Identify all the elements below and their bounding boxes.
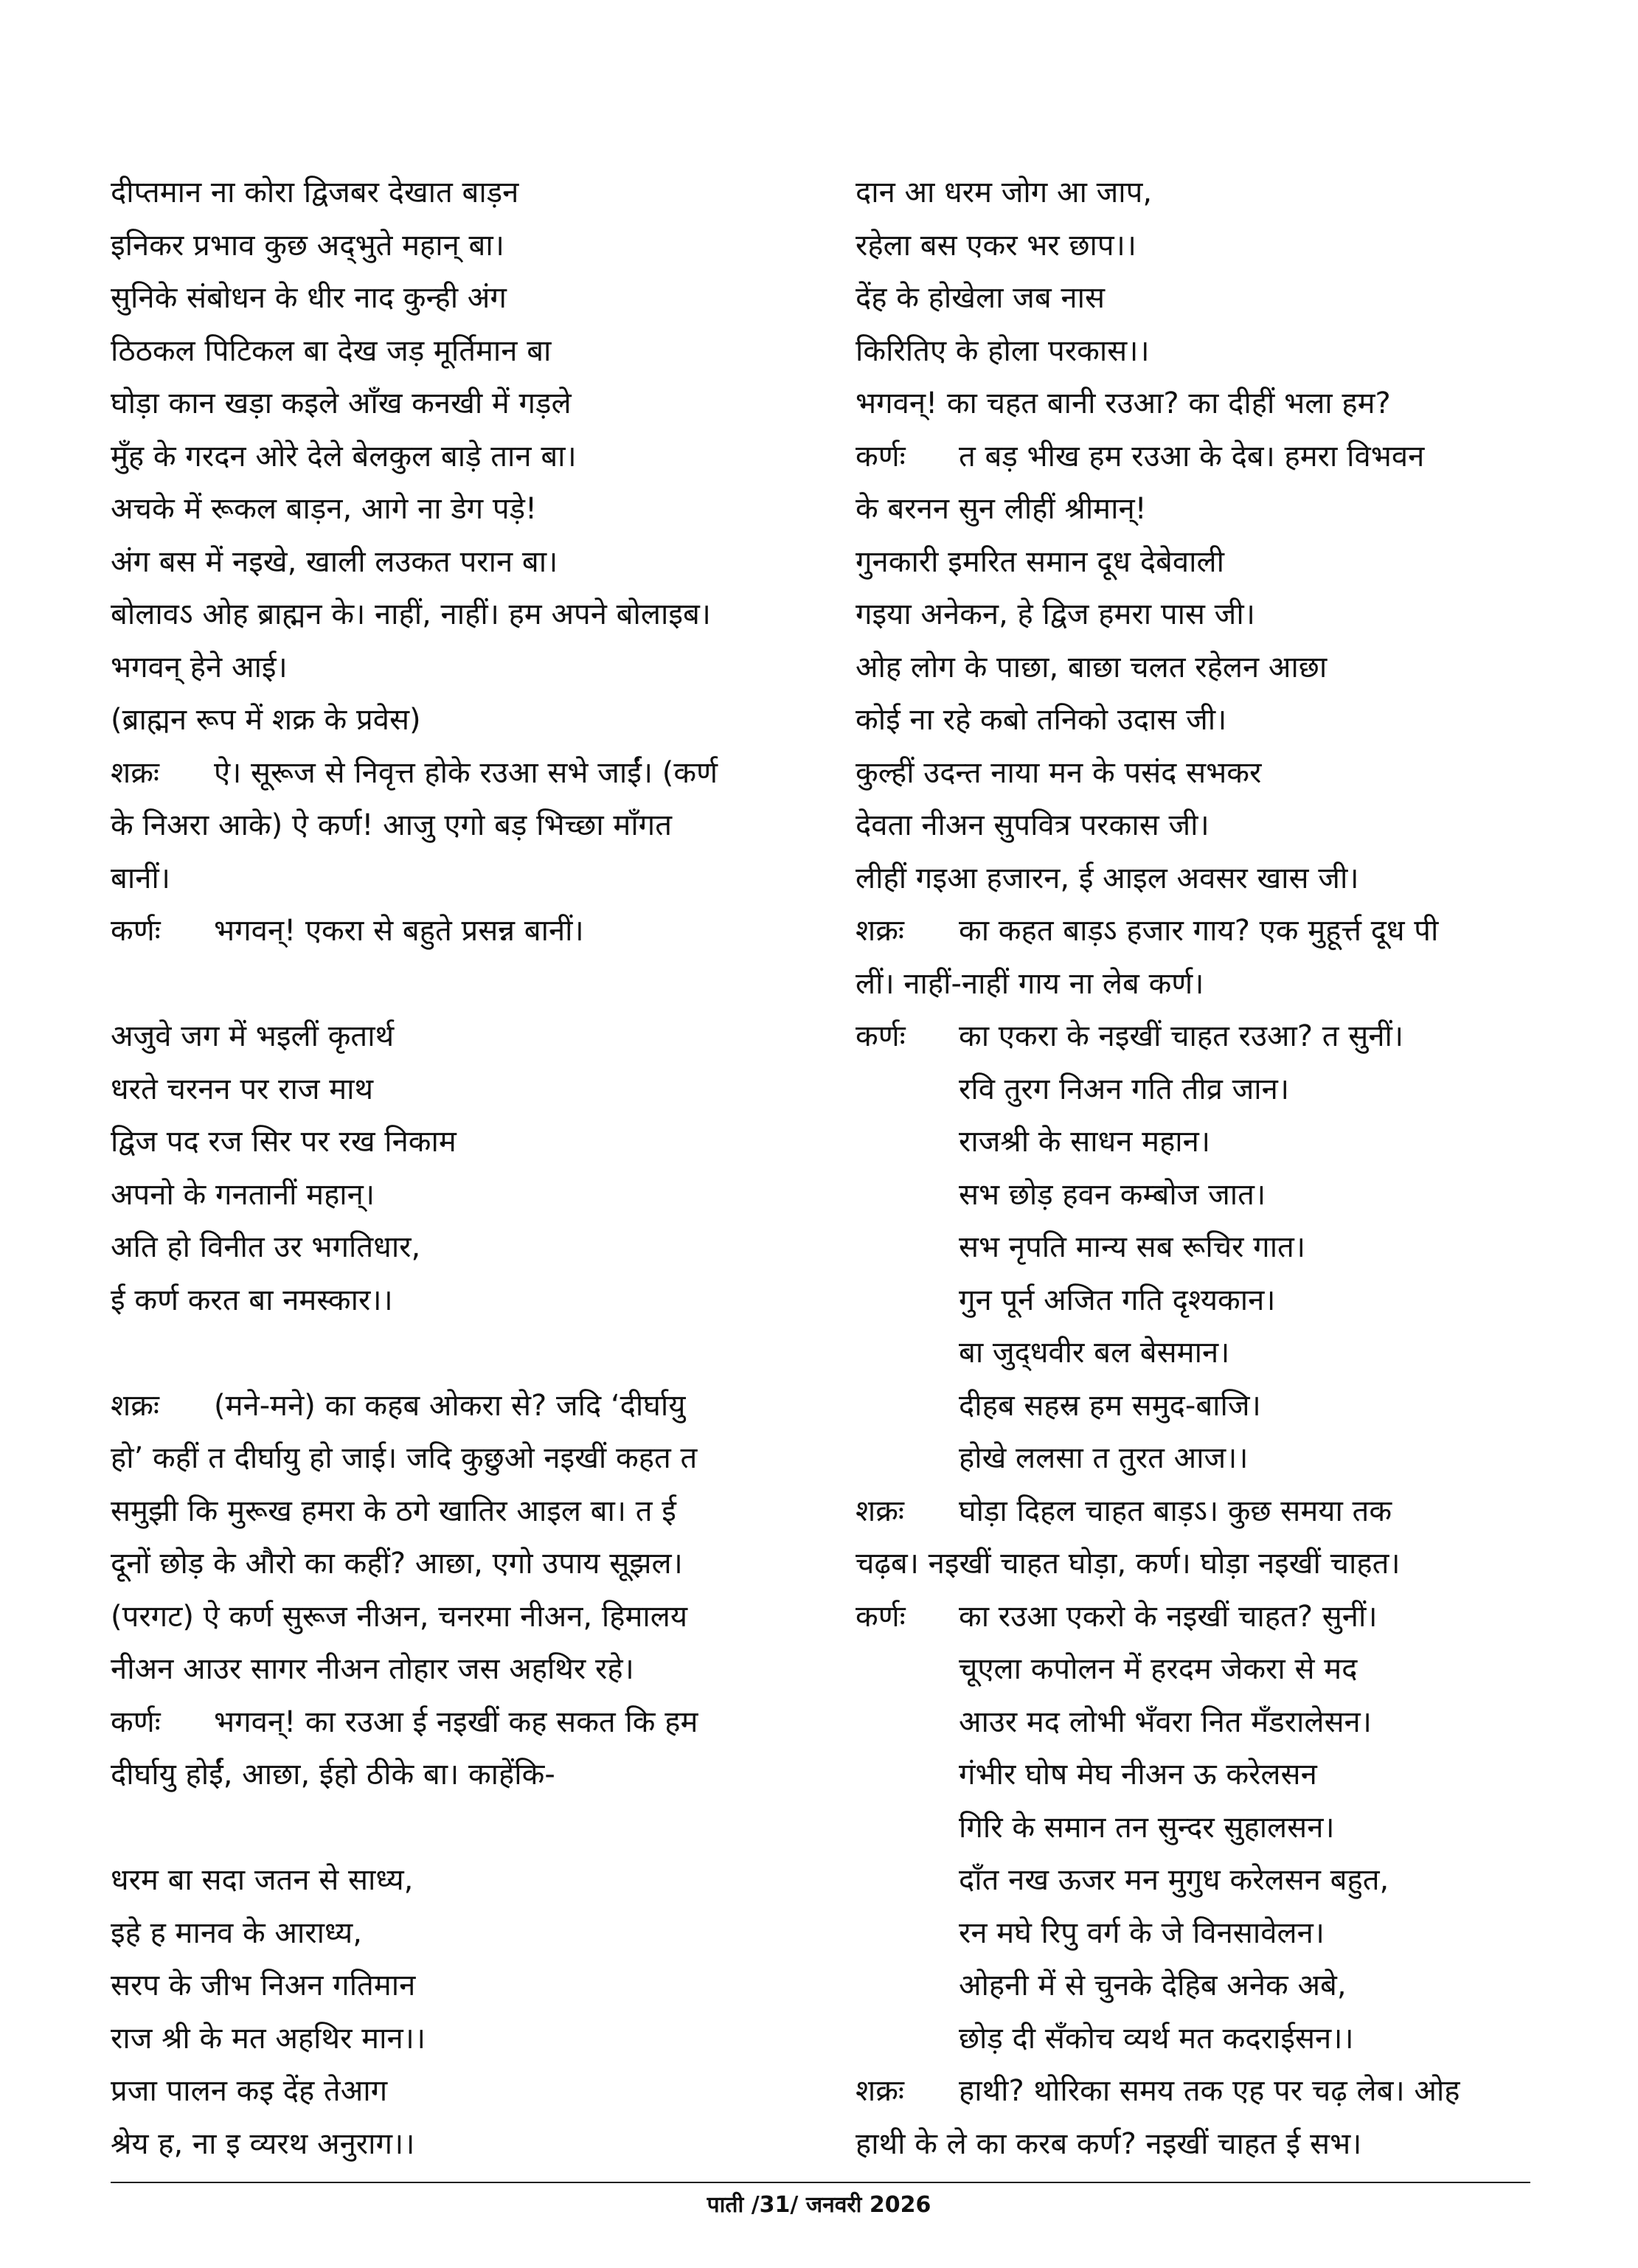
text-line: [111, 220, 797, 273]
line-text: दूनों छोड़ के औरो का कहीं? आछा, एगो उपाय सूझल।: [111, 1547, 683, 1581]
text-line: [111, 1485, 797, 1539]
line-text: मुँह के गरदन ओरे देले बेलकुल बाड़े तान बा।: [111, 439, 577, 474]
text-line: [856, 1064, 1534, 1117]
text-line: [111, 694, 797, 747]
right-column: [856, 167, 1534, 2171]
text-line: [856, 1643, 1534, 1696]
line-text: द्विज पद रज सिर पर रख निकाम: [111, 1125, 457, 1159]
line-text: चढ़ब। नइखीं चाहत घोड़ा, कर्ण। घोड़ा नइखीं चाहत।: [856, 1547, 1401, 1581]
text-line: [856, 431, 1534, 484]
line-text: दीप्तमान ना कोरा द्विजबर देखात बाड़न: [111, 176, 519, 209]
line-text: अंग बस में नइखे, खाली लउकत परान बा।: [111, 544, 558, 579]
text-line: [111, 642, 797, 695]
text-line: [856, 483, 1534, 536]
text-line: [111, 1380, 797, 1433]
text-line: [111, 325, 797, 378]
text-line: [856, 536, 1534, 589]
speaker-label: कर्णः: [856, 1599, 906, 1634]
line-text: इनिकर प्रभाव कुछ अद्‌भुते महान्‌ बा।: [111, 228, 504, 263]
text-line: [111, 1960, 797, 2013]
line-text: रवि तुरग निअन गति तीव्र जान।: [959, 1072, 1290, 1106]
line-text: (ब्राह्मन रूप में शक्र के प्रवेस): [111, 703, 421, 737]
text-line: [856, 1749, 1534, 1802]
text-line: [856, 642, 1534, 695]
text-line: [111, 1221, 797, 1275]
line-text: अति हो विनीत उर भगतिधार,: [111, 1230, 421, 1264]
line-text: हाथी के ले का करब कर्ण? नइखीं चाहत ई सभ।: [856, 2126, 1362, 2161]
text-line: [856, 1485, 1534, 1539]
text-line: [856, 905, 1534, 958]
line-text: राजश्री के साधन महान।: [959, 1125, 1211, 1159]
text-line: [856, 2013, 1534, 2066]
text-line: [111, 483, 797, 536]
text-line: [856, 1010, 1534, 1064]
line-text: नीअन आउर सागर नीअन तोहार जस अहथिर रहे।: [111, 1652, 634, 1686]
speaker-label: कर्णः: [111, 914, 161, 948]
line-text: समुझी कि मुरूख हमरा के ठगे खातिर आइल बा। त ई: [111, 1494, 676, 1528]
line-text: त बड़ भीख हम रउआ के देब। हमरा विभवन: [959, 439, 1425, 474]
text-line: [111, 536, 797, 589]
line-text: गुनकारी इमरित समान दूध देबेवाली: [856, 544, 1224, 579]
text-line: [111, 1116, 797, 1169]
text-line: [856, 1854, 1534, 1907]
line-text: चूएला कपोलन में हरदम जेकरा से मद: [959, 1652, 1358, 1686]
text-line: [856, 1380, 1534, 1433]
speaker-label: शक्रः: [856, 2074, 904, 2108]
text-line: [111, 431, 797, 484]
line-text: देवता नीअन सुपवित्र परकास जी।: [856, 808, 1210, 842]
text-line: [856, 220, 1534, 273]
text-line: [111, 1643, 797, 1696]
page-footer: पाती /31/ जनवरी 2026: [707, 2192, 931, 2218]
text-line: [111, 1538, 797, 1591]
text-line: [856, 694, 1534, 747]
text-line: [856, 1169, 1534, 1222]
line-text: ई कर्ण करत बा नमस्कार।।: [111, 1283, 393, 1317]
text-line: [111, 1010, 797, 1064]
line-text: हो’ कहीं त दीर्घायु हो जाई। जदि कुछुओ नइखीं कहत त: [111, 1441, 698, 1475]
text-line: [111, 2013, 797, 2066]
text-line: [856, 2118, 1534, 2171]
text-line: [111, 1591, 797, 1644]
line-text: कुल्हीं उदन्त नाया मन के पसंद सभकर: [856, 755, 1262, 790]
line-text: का रउआ एकरो के नइखीं चाहत? सुनीं।: [959, 1599, 1378, 1634]
line-text: इहे ह मानव के आराध्य,: [111, 1915, 362, 1950]
line-text: आउर मद लोभी भँवरा नित मँडरालेसन।: [959, 1705, 1372, 1739]
stanza-gap: [111, 1802, 797, 1855]
text-line: [856, 1696, 1534, 1749]
text-line: [111, 1696, 797, 1749]
text-line: [856, 1116, 1534, 1169]
text-line: [856, 958, 1534, 1011]
text-line: [111, 1749, 797, 1802]
text-line: [111, 167, 797, 220]
line-text: ओहनी में से चुनके देहिब अनेक अबे,: [959, 1969, 1347, 2002]
line-text: बा जुद्‌धवीर बल बेसमान।: [959, 1336, 1230, 1370]
stanza-gap: [111, 958, 797, 1011]
line-text: हाथी? थोरिका समय तक एह पर चढ़ लेब। ओह: [959, 2074, 1460, 2108]
line-text: ठिठकल पिटिकल बा देख जड़ मूर्तिमान बा: [111, 333, 552, 368]
line-text: (परगट) ऐ कर्ण सुरूज नीअन, चनरमा नीअन, हिमालय: [111, 1599, 688, 1634]
line-text: लीहीं गइआ हजारन, ई आइल अवसर खास जी।: [856, 861, 1359, 895]
line-text: के निअरा आके) ऐ कर्ण! आजु एगो बड़ भिच्छा माँगत: [111, 808, 672, 842]
line-text: गंभीर घोष मेघ नीअन ऊ करेलसन: [959, 1758, 1317, 1792]
text-line: [856, 1221, 1534, 1275]
text-line: [111, 2118, 797, 2171]
line-text: लीं। नाहीं-नाहीं गाय ना लेब कर्ण।: [856, 966, 1204, 1001]
line-text: राज श्री के मत अहथिर मान।।: [111, 2021, 426, 2056]
text-line: [111, 2065, 797, 2118]
line-text: (मने-मने) का कहब ओकरा से? जदि ‘दीर्घायु: [214, 1388, 686, 1423]
line-text: ओह लोग के पाछा, बाछा चलत रहेलन आछा: [856, 650, 1328, 684]
line-text: गिरि के समान तन सुन्दर सुहालसन।: [959, 1810, 1335, 1845]
line-text: का एकरा के नइखीं चाहत रउआ? त सुनीं।: [959, 1019, 1404, 1053]
text-line: [856, 1538, 1534, 1591]
line-text: बोलावऽ ओह ब्राह्मन के। नाहीं, नाहीं। हम अपने बोलाइब।: [111, 597, 711, 631]
line-text: धरते चरनन पर राज माथ: [111, 1072, 374, 1106]
text-line: [856, 1591, 1534, 1644]
speaker-label: कर्णः: [856, 439, 906, 474]
text-line: [856, 167, 1534, 220]
line-text: दीर्घायु होईं, आछा, ईहो ठीके बा। काहेंकि-: [111, 1758, 555, 1792]
line-text: गइया अनेकन, हे द्विज हमरा पास जी।: [856, 597, 1255, 631]
line-text: अचके में रूकल बाड़न, आगे ना डेग पड़े!: [111, 492, 538, 526]
text-line: [111, 272, 797, 325]
text-line: [111, 800, 797, 853]
text-line: [856, 272, 1534, 325]
line-text: ऐ। सूरूज से निवृत्त होके रउआ सभे जाईं। (कर्ण: [214, 755, 718, 790]
line-text: गुन पूर्न अजित गति दृश्यकान।: [959, 1283, 1276, 1317]
line-text: देंह के होखेला जब नास: [856, 281, 1105, 315]
speaker-label: कर्णः: [856, 1019, 906, 1053]
line-text: सभ छोड़ हवन कम्बोज जात।: [959, 1177, 1266, 1212]
left-column: [111, 167, 797, 2171]
speaker-label: शक्रः: [856, 1494, 904, 1528]
text-line: [111, 1854, 797, 1907]
text-line: [111, 589, 797, 642]
footer-rule: [111, 2182, 1530, 2183]
text-line: [111, 747, 797, 800]
text-line: [856, 378, 1534, 431]
text-line: [856, 1960, 1534, 2013]
line-text: सुनिके संबोधन के धीर नाद कुन्ही अंग: [111, 281, 507, 315]
text-line: [856, 1802, 1534, 1855]
line-text: के बरनन सुन लीहीं श्रीमान्‌!: [856, 492, 1147, 526]
text-line: [111, 853, 797, 906]
line-text: अपनो के गनतानीं महान्‌।: [111, 1177, 375, 1212]
text-line: [856, 1907, 1534, 1960]
line-text: प्रजा पालन कइ देंह तेआग: [111, 2074, 388, 2108]
line-text: भगवन्‌! एकरा से बहुते प्रसन्न बानीं।: [214, 914, 584, 948]
line-text: किरितिए के होला परकास।।: [856, 333, 1150, 368]
line-text: होखे ललसा त तुरत आज।।: [959, 1441, 1249, 1475]
text-line: [111, 1432, 797, 1485]
text-line: [111, 1275, 797, 1328]
text-line: [856, 1432, 1534, 1485]
text-line: [856, 325, 1534, 378]
line-text: भगवन्‌! का चहत बानी रउआ? का दीहीं भला हम?: [856, 386, 1391, 420]
line-text: दान आ धरम जोग आ जाप,: [856, 176, 1153, 209]
text-line: [856, 1327, 1534, 1380]
stanza-gap: [111, 1327, 797, 1380]
text-line: [111, 905, 797, 958]
text-line: [111, 1907, 797, 1960]
text-line: [111, 1064, 797, 1117]
line-text: सभ नृपति मान्य सब रूचिर गात।: [959, 1230, 1306, 1264]
text-line: [856, 2065, 1534, 2118]
speaker-label: शक्रः: [111, 755, 159, 790]
line-text: बानीं।: [111, 861, 170, 895]
line-text: भगवन्‌! का रउआ ई नइखीं कह सकत कि हम: [214, 1705, 698, 1739]
line-text: धरम बा सदा जतन से साध्य,: [111, 1863, 414, 1897]
speaker-label: शक्रः: [856, 914, 904, 948]
text-line: [111, 1169, 797, 1222]
text-line: [856, 589, 1534, 642]
line-text: रहेला बस एकर भर छाप।।: [856, 228, 1136, 263]
line-text: का कहत बाड़ऽ हजार गाय? एक मुहूर्त्त दूध पी: [959, 914, 1439, 948]
text-line: [856, 853, 1534, 906]
line-text: कोई ना रहे कबो तनिको उदास जी।: [856, 703, 1227, 737]
speaker-label: कर्णः: [111, 1705, 161, 1739]
text-line: [856, 1275, 1534, 1328]
line-text: श्रेय ह, ना इ व्यरथ अनुराग।।: [111, 2126, 415, 2161]
line-text: अजुवे जग में भइलीं कृतार्थ: [111, 1019, 395, 1053]
line-text: घोड़ा कान खड़ा कइले आँख कनखी में गड़ले: [111, 386, 572, 420]
line-text: सरप के जीभ निअन गतिमान: [111, 1969, 416, 2002]
line-text: दाँत नख ऊजर मन मुगुध करेलसन बहुत,: [959, 1863, 1389, 1897]
speaker-label: शक्रः: [111, 1388, 159, 1423]
line-text: घोड़ा दिहल चाहत बाड़ऽ। कुछ समया तक: [959, 1494, 1392, 1528]
line-text: रन मघे रिपु वर्ग के जे विनसावेलन।: [959, 1915, 1325, 1950]
line-text: दीहब सहस्र हम समुद-बाजि।: [959, 1388, 1261, 1423]
line-text: भगवन्‌ हेने आई।: [111, 650, 288, 684]
line-text: छोड़ दी सँकोच व्यर्थ मत कदराईसन।।: [959, 2021, 1354, 2056]
text-line: [856, 800, 1534, 853]
text-line: [856, 747, 1534, 800]
text-line: [111, 378, 797, 431]
